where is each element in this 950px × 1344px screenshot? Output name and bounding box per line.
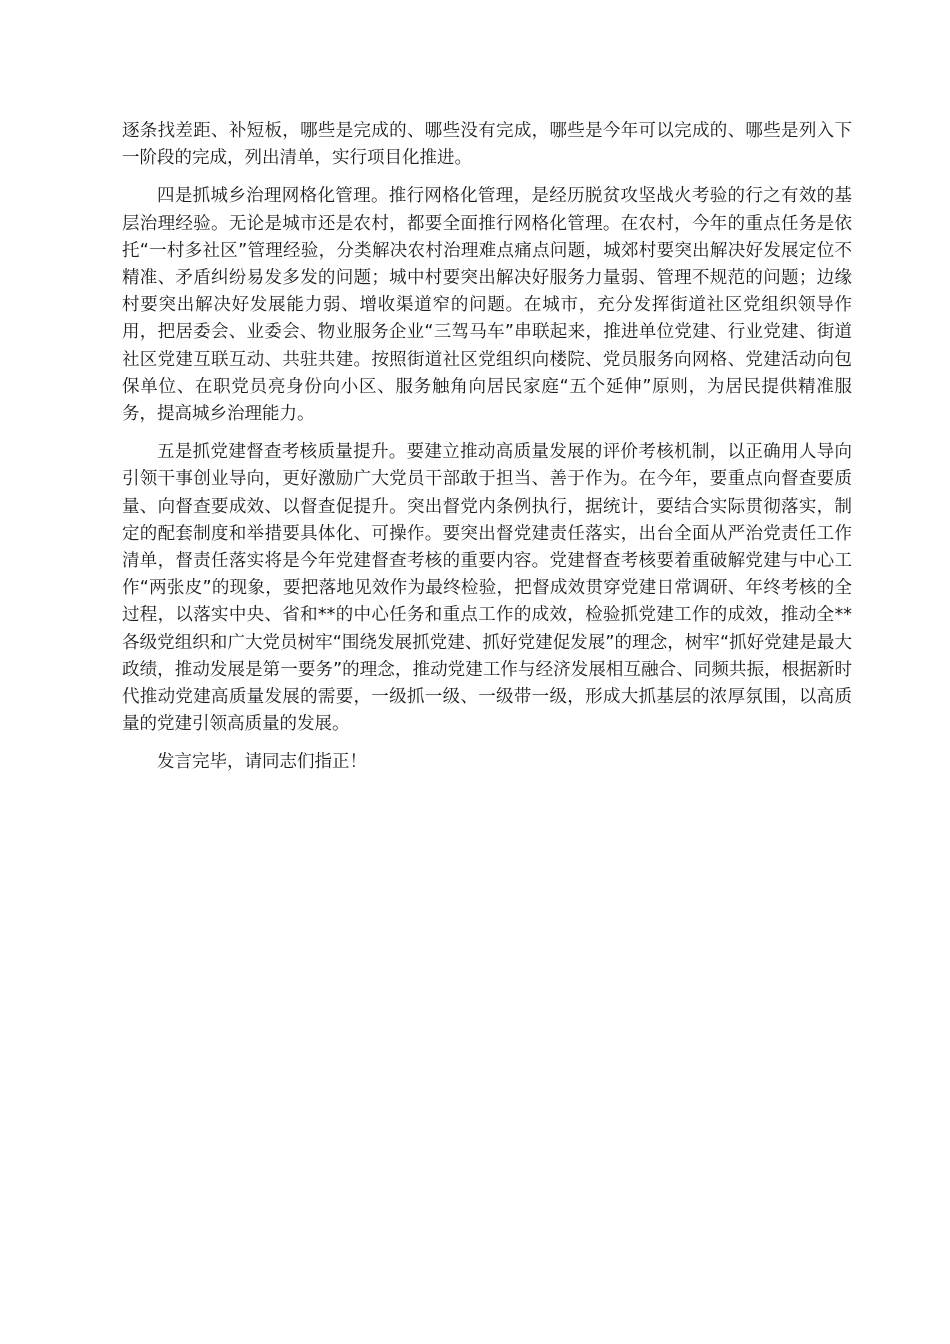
document-body — [122, 118, 852, 788]
paragraph-continuation: 逐条找差距、补短板，哪些是完成的、哪些没有完成，哪些是今年可以完成的、哪些是列入下一阶段的完成，列出清单，实行项目化推进。 — [122, 121, 852, 169]
paragraph-closing-remark: 发言完毕，请同志们指正！ — [157, 752, 367, 773]
paragraph-grid-governance: 四是抓城乡治理网格化管理。推行网格化管理，是经历脱贫攻坚战火考验的行之有效的基层治理经验。无论是城市还是农村，都要全面推行网格化管理。在农村，今年的重点任务是依托“一村多社区”管理经验，分类解决农村治理难点痛点问题，城郊村要突出解决好发展定位不精准、矛盾纠纷易发多发的问题；城中村要突出解决好服务力量弱、管理不规范的问题；边缘村要突出解决好发展能力弱、增收渠道窄的问题。在城市，充分发挥街道社区党组织领导作用，把居委会、业委会、物业服务企业“三驾马车”串联起来，推进单位党建、行业党建、街道社区党建互联互动、共驻共建。按照街道社区党组织向楼院、党员服务向网格、党建活动向包保单位、在职党员亮身份向小区、服务触角向居民家庭“五个延伸”原则，为居民提供精准服务，提高城乡治理能力。 — [122, 186, 852, 425]
paragraph-inspection-assessment: 五是抓党建督查考核质量提升。要建立推动高质量发展的评价考核机制，以正确用人导向引领干事创业导向，更好激励广大党员干部敢于担当、善于作为。在今年，要重点向督查要质量、向督查要成效、以督查促提升。突出督党内条例执行，据统计，要结合实际贯彻落实，制定的配套制度和举措要具体化、可操作。要突出督党建责任落实，出台全面从严治党责任工作清单，督责任落实将是今年党建督查考核的重要内容。党建督查考核要着重破解党建与中心工作“两张皮”的现象，要把落地见效作为最终检验，把督成效贯穿党建日常调研、年终考核的全过程，以落实中央、省和**的中心任务和重点工作的成效，检验抓党建工作的成效，推动全**各级党组织和广大党员树牢“围绕发展抓党建、抓好党建促发展”的理念，树牢“抓好党建是最大政绩，推动发展是第一要务”的理念，推动党建工作与经济发展相互融合、同频共振，根据新时代推动党建高质量发展的需要，一级抓一级、一级带一级，形成大抓基层的浓厚氛围，以高质量的党建引领高质量的发展。 — [122, 442, 852, 735]
